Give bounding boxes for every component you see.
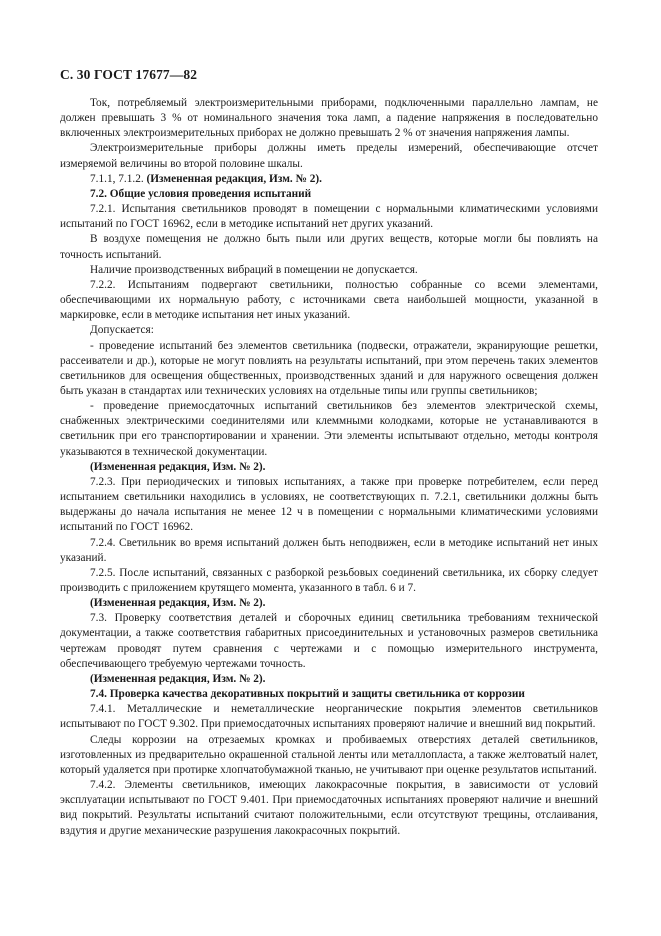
amendment-note: (Измененная редакция, Изм. № 2). [90,597,266,610]
paragraph: 7.2.5. После испытаний, связанных с разборкой резьбовых соединений светильника, их сборку следует производить с приложением крутящего момента, указанного в табл. 6 и 7. [60,566,598,594]
paragraph: Следы коррозии на отрезаемых кромках и пробиваемых отверстиях деталей светильников, изготовленных из предварительно окрашенной стальной ленты или металлопласта, а также желтоватый налет, который удаляется при протирке хлопчатобумажной тканью, не учитывают при оценке результатов испытаний. [60,733,598,776]
paragraph: Электроизмерительные приборы должны иметь пределы измерений, обеспечивающие отсчет измеряемой величины во второй половине шкалы. [60,142,598,170]
paragraph: 7.2.1. Испытания светильников проводят в помещении с нормальными климатическими условиями испытаний по ГОСТ 16962, если в методике испытаний нет других указаний. [60,203,598,231]
section-heading: 7.2. Общие условия проведения испытаний [90,187,312,200]
list-item: - проведение приемосдаточных испытаний светильников без элементов электрической схемы, снабженных электрическими соединителями или клеммными колодками, которые не устанавливаются в светильник при его транспортировании и хранении. Эти элементы испытывают отдельно, методы контроля указываются в технической документации. [60,400,598,458]
clause-numbers: 7.1.1, 7.1.2. [90,172,147,185]
paragraph: 7.4.2. Элементы светильников, имеющих лакокрасочные покрытия, в зависимости от условий эксплуатации испытывают по ГОСТ 9.401. При приемосдаточных испытаниях проверяют наличие и внешний вид покрытий. Результаты испытаний считают положительными, если отсутствуют трещины, отслаивания, вздутия и другие механические разрушения лакокрасочных покрытий. [60,779,598,837]
paragraph: 7.3. Проверку соответствия деталей и сборочных единиц светильника требованиям технической документации, а также соответствия габаритных присоединительных и установочных размеров светильника чертежам проводят путем сравнения с чертежами и с помощью измерительного инструмента, обеспечивающего требуемую чертежами точность. [60,612,598,670]
amendment-label: (Измененная редакция, Изм. № 2). [146,172,322,185]
list-item: - проведение испытаний без элементов светильника (подвески, отражатели, экранирующие решетки, рассеиватели и др.), которые не могут повлиять на результаты испытаний, при этом перечень таких элементов светильников для освещения общественных, производственных зданий и для наружного освещения должен быть указан в стандартах или технических условиях на отдельные типы или группы светильников; [60,339,598,397]
paragraph: В воздухе помещения не должно быть пыли или других веществ, которые могли бы повлиять на точность испытаний. [60,233,598,261]
page-header: С. 30 ГОСТ 17677—82 [60,67,198,82]
section-heading: 7.4. Проверка качества декоративных покрытий и защиты светильника от коррозии [90,688,525,701]
amendment-note: (Измененная редакция, Изм. № 2). [90,672,266,685]
document-body [60,96,598,839]
amendment-note [60,172,598,187]
paragraph: 7.4.1. Металлические и неметаллические неорганические покрытия элементов светильников испытывают по ГОСТ 9.302. При приемосдаточных испытаниях проверяют наличие и внешний вид покрытий. [60,703,598,731]
paragraph: 7.2.2. Испытаниям подвергают светильники, полностью собранные со всеми элементами, обеспечивающими их нормальную работу, с источниками света наибольшей мощности, указанной в маркировке, если в методике испытания нет иных указаний. [60,278,598,322]
amendment-note: (Измененная редакция, Изм. № 2). [90,460,266,473]
paragraph: Ток, потребляемый электроизмерительными приборами, подключенными параллельно лампам, не должен превышать 3 % от номинального значения тока ламп, а падение напряжения в последовательно включенных электроизмерительных приборах не должно превышать 2 % от значения напряжения лампы. [60,97,598,140]
paragraph: Наличие производственных вибраций в помещении не допускается. [90,263,418,276]
paragraph: Допускается: [90,324,154,337]
paragraph: 7.2.4. Светильник во время испытаний должен быть неподвижен, если в методике испытаний нет иных указаний. [60,536,598,564]
paragraph: 7.2.3. При периодических и типовых испытаниях, а также при проверке потребителем, если перед испытанием светильники находились в условиях, не соответствующих п. 7.2.1, светильники должны быть выдержаны до начала испытания не менее 12 ч в помещении с нормальными климатическими условиями испытаний по ГОСТ 16962. [60,475,598,534]
